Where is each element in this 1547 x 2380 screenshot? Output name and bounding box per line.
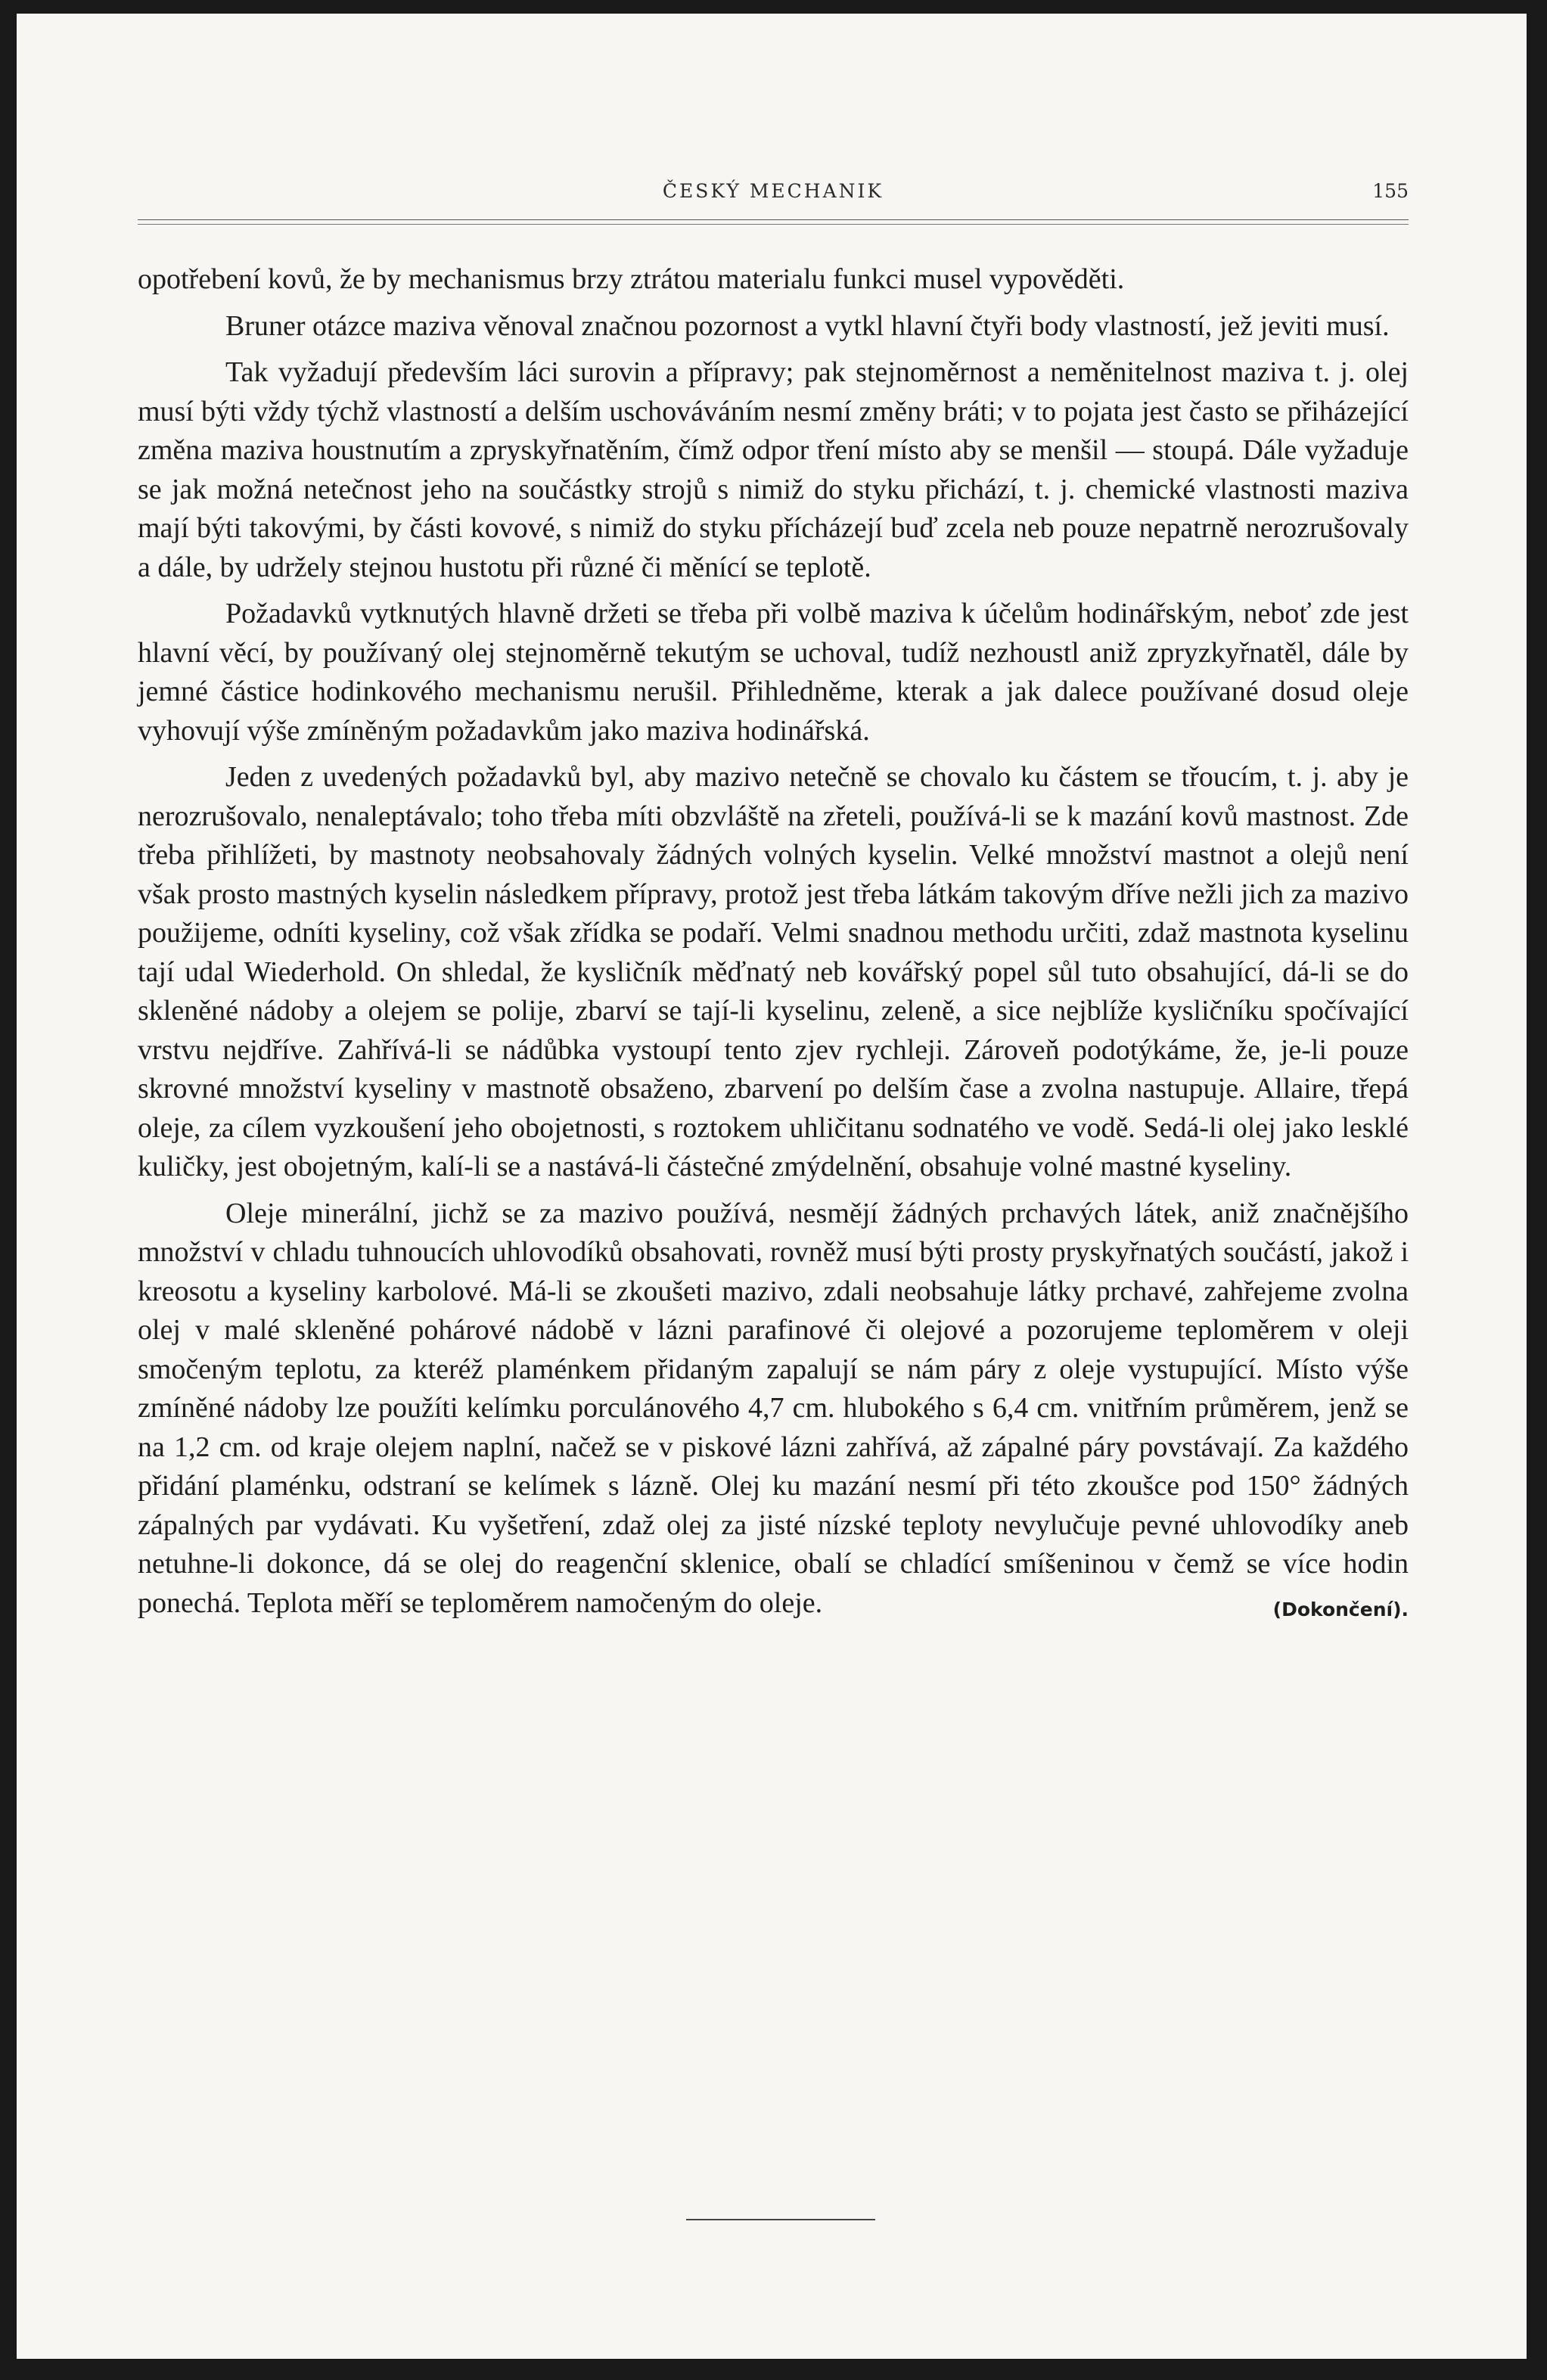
document-page xyxy=(17,14,1527,2359)
footer-rule xyxy=(686,2219,875,2220)
continued-note: (Dokončení). xyxy=(1272,1598,1409,1620)
paragraph-4: Požadavků vytknutých hlavně držeti se třeba při volbě maziva k účelům hodinářským, neboť zde jest hlavní věcí, by používaný olej stejnoměrně tekutým se uchoval, tudíž nezhoustl aniž zpryzkyřnatěl, dále by jemné částice hodinkového mechanismu nerušil. Přihledněme, kterak a jak dalece používané dosud oleje vyhovují výše zmíněným požadavkům jako maziva hodinářská. xyxy=(138,598,1409,747)
paragraph-6 xyxy=(138,1195,1409,1623)
page-header xyxy=(138,177,1409,216)
paragraph-6-text: Oleje minerální, jichž se za mazivo používá, nesmějí žádných prchavých látek, aniž značnějšího množství v chladu tuhnoucích uhlovodíků obsahovati, rovněž musí býti prosty pryskyřnatých součástí, jakož i kreosotu a kyseliny karbolové. Má-li se zkoušeti mazivo, zdali neobsahuje látky prchavé, zahřejeme zvolna olej v malé skleněné pohárové nádobě v lázni parafinové či olejové a pozorujeme teploměrem v oleji smočeným teplotu, za kteréž plaménkem přidaným zapalují se nám páry z oleje vystupující. Místo výše zmíněné nádoby lze použíti kelímku porculánového 4,7 cm. hlubokého s 6,4 cm. vnitřním průměrem, jenž se na 1,2 cm. od kraje olejem naplní, načež se v piskové lázni zahřívá, až zápalné páry povstávají. Za každého přidání plaménku, odstraní se kelímek s lázně. Olej ku mazání nesmí při této zkoušce pod 150° žádných zápalných par vydávati. Ku vyšetření, zdaž olej za jisté nízské teploty nevylučuje pevné uhlovodíky aneb netuhne-li dokonce, dá se olej do reagenční sklenice, obalí se chladící smíšeninou v čemž se více hodin ponechá. Teplota měří se teploměrem namočeným do oleje. xyxy=(138,1197,1409,1619)
paragraph-5: Jeden z uvedených požadavků byl, aby mazivo netečně se chovalo ku částem se třoucím, t. j. aby je nerozrušovalo, nenaleptávalo; toho třeba míti obzvláště na zřeteli, používá-li se k mazání kovů mastnost. Zde třeba přihlížeti, by mastnoty neobsahovaly žádných volných kyselin. Velké množství mastnot a olejů není však prosto mastných kyselin následkem přípravy, protož jest třeba látkám takovým dříve nežli jich za mazivo použijeme, odníti kyseliny, což však zřídka se podaří. Velmi snadnou methodu určiti, zdaž mastnota kyselinu tají udal Wiederhold. On shledal, že kysličník měďnatý neb kovářský popel sůl tuto obsahující, dá-li se do skleněné nádoby a olejem se polije, zbarví se tají-li kyselinu, zeleně, a sice nejblíže kysličníku spočívající vrstvu nejdříve. Zahřívá-li se nádůbka vystoupí tento zjev rychleji. Zároveň podotýkáme, že, je-li pouze skrovné množství kyseliny v mastnotě obsaženo, zbarvení po delším čase a zvolna nastupuje. Allaire, třepá oleje, za cílem vyzkoušení jeho obojetnosti, s roztokem uhličitanu sodnatého ve vodě. Sedá-li olej jako lesklé kuličky, jest obojetným, kalí-li se a nastává-li částečné zmýdelnění, obsahuje volné mastné kyseliny. xyxy=(138,761,1409,1182)
header-rule xyxy=(138,219,1409,225)
paragraph-1: opotřebení kovů, že by mechanismus brzy ztrátou materialu funkci musel vypověděti. xyxy=(138,263,1125,295)
journal-title: ČESKÝ MECHANIK xyxy=(662,180,884,202)
paragraph-2: Bruner otázce maziva věnoval značnou pozornost a vytkl hlavní čtyři body vlastností, jež jeviti musí. xyxy=(225,309,1390,342)
article-body xyxy=(138,260,1409,1630)
page-number: 155 xyxy=(1372,180,1409,202)
paragraph-3: Tak vyžadují především láci surovin a přípravy; pak stejnoměrnost a neměnitelnost maziva t. j. olej musí býti vždy týchž vlastností a delším uschováváním nesmí změny bráti; v to pojata jest často se přiházející změna maziva houstnutím a zpryskyřnatěním, čímž odpor tření místo aby se menšil — stoupá. Dále vyžaduje se jak možná netečnost jeho na součástky strojů s nimiž do styku přichází, t. j. chemické vlastnosti maziva mají býti takovými, by části kovové, s nimiž do styku přícházejí buď zcela neb pouze nepatrně nerozrušovaly a dále, by udržely stejnou hustotu při různé či měnící se teplotě. xyxy=(138,356,1409,583)
